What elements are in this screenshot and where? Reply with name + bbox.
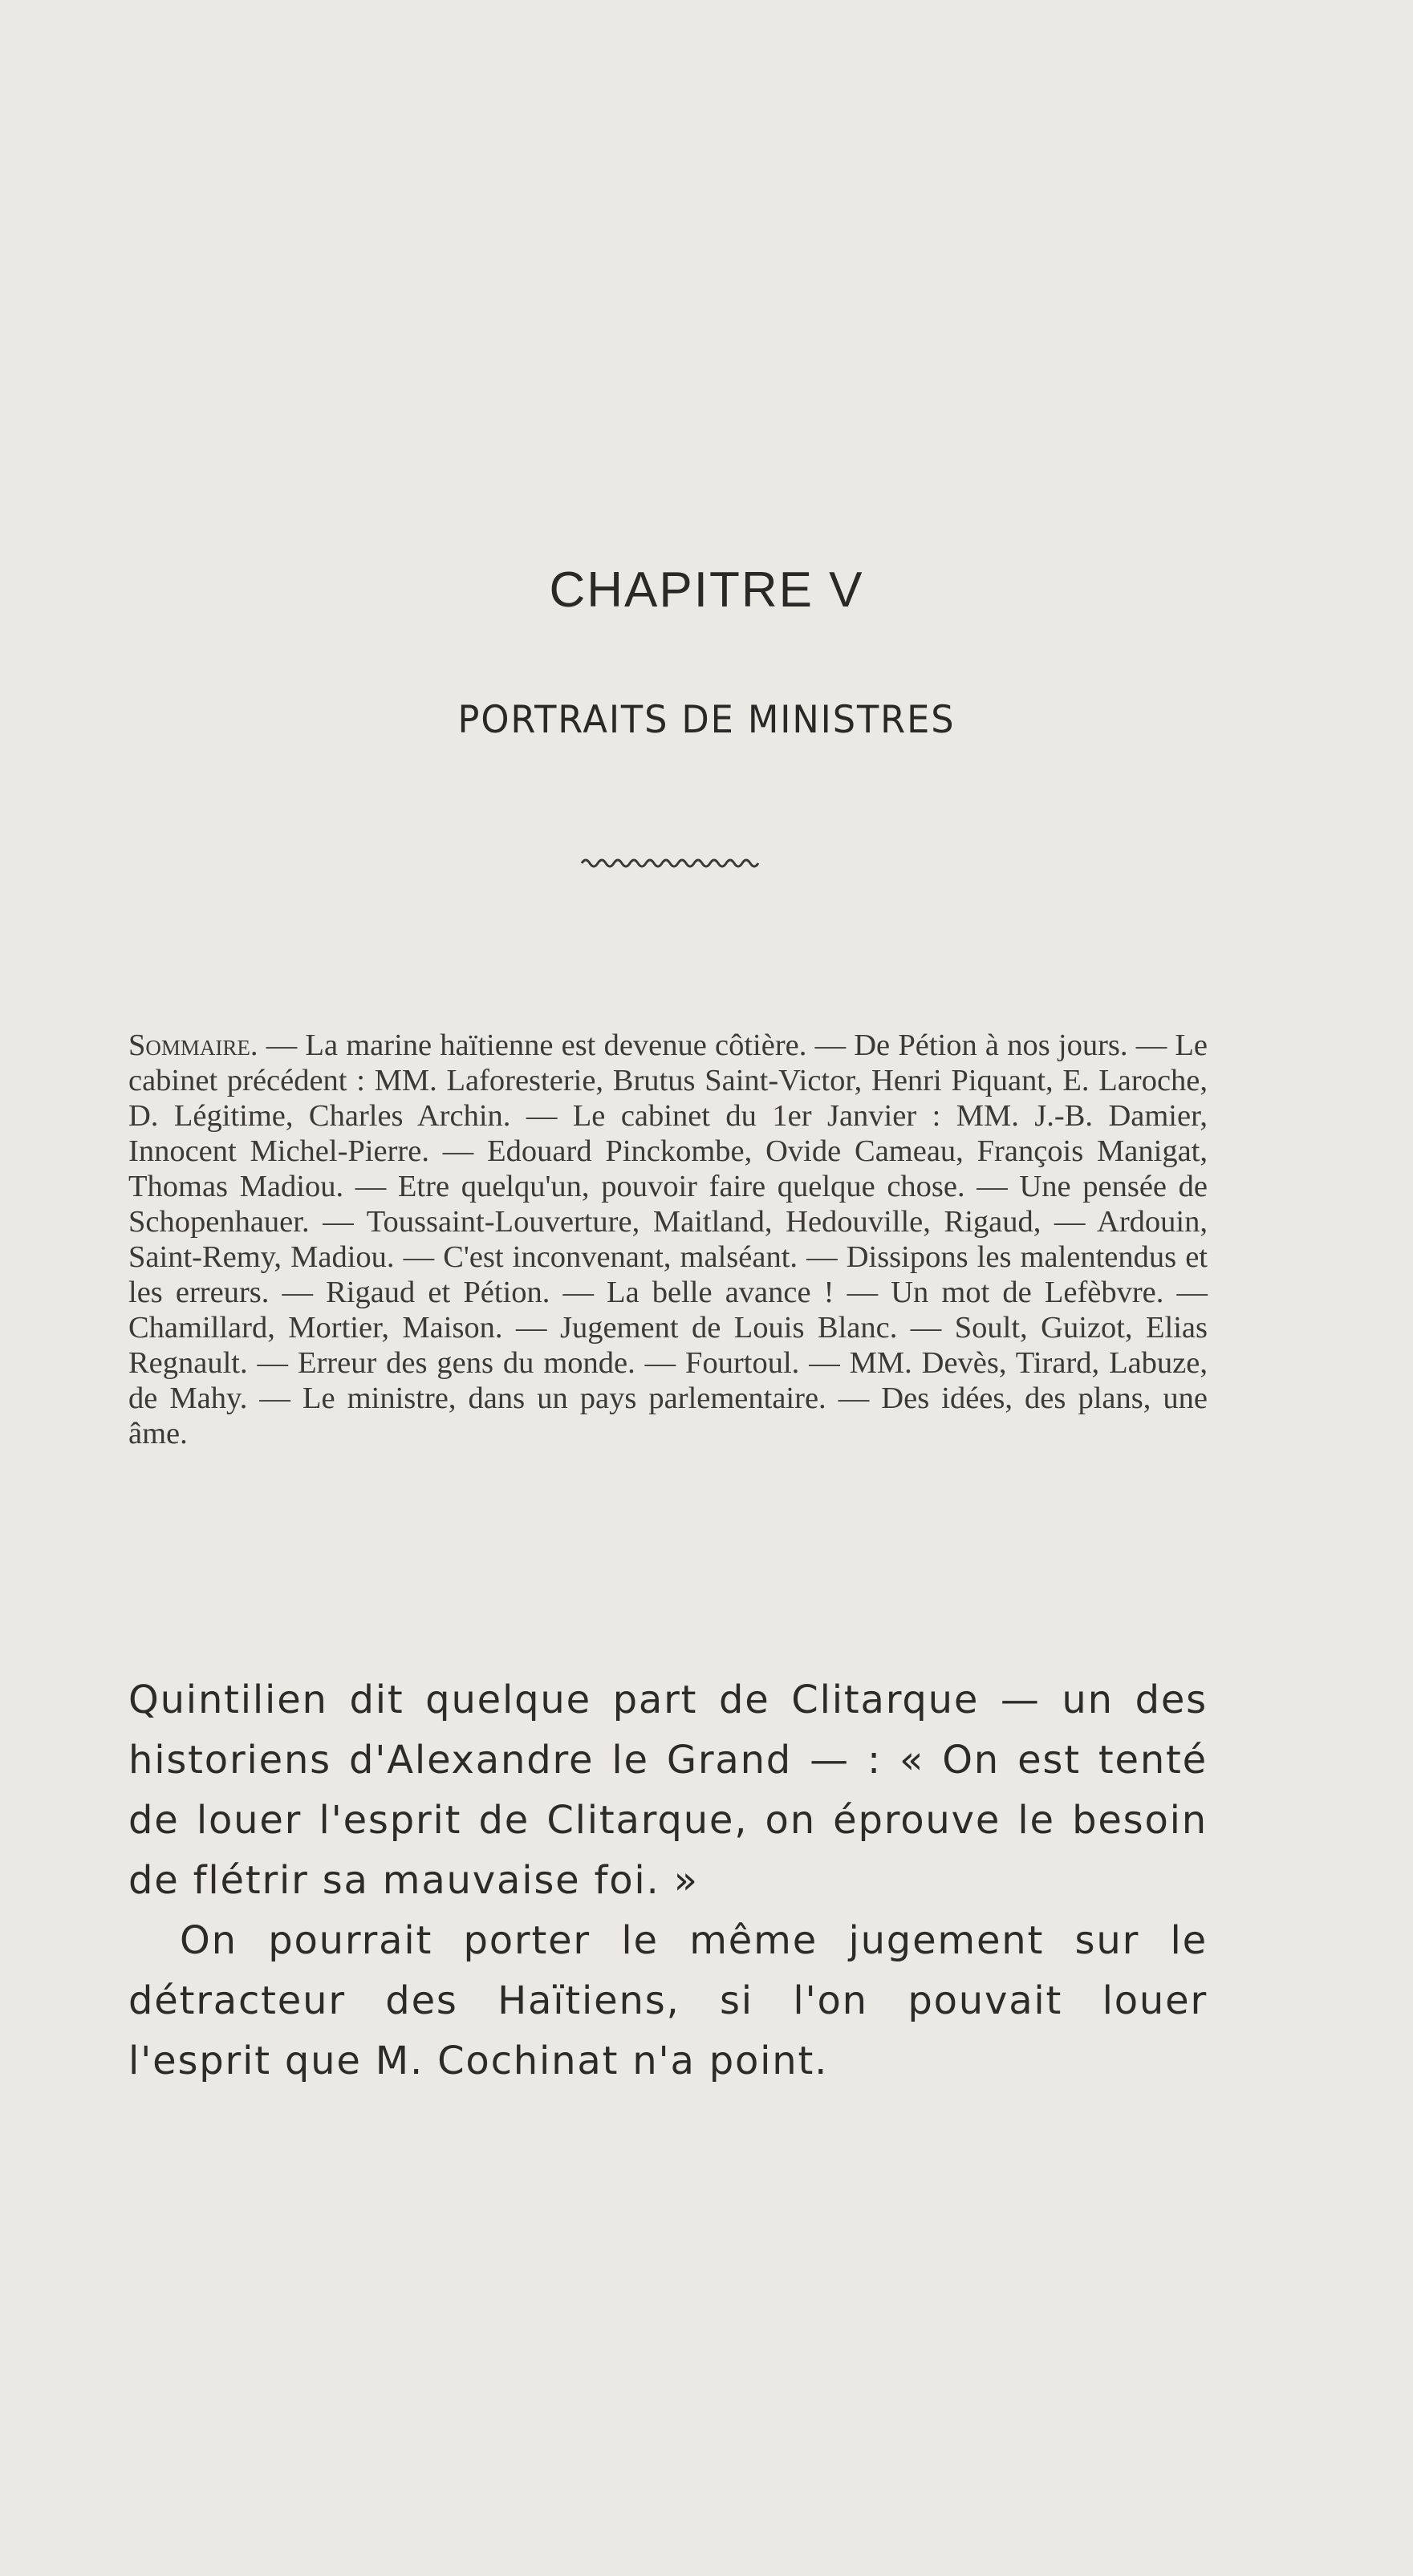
chapter-heading: CHAPITRE V (549, 562, 864, 618)
body-paragraph: On pourrait porter le même jugement sur le détracteur des Haïtiens, si l'on pouvait louer l'esprit que M. Cochinat n'a point. (128, 1918, 1208, 2083)
summary-text: — La marine haïtienne est devenue côtière. — De Pétion à nos jours. — Le cabinet précédent : MM. Laforesterie, Brutus Saint-Victor, Henri Piquant, E. Laroche, D. Légitime, Charles Archin. — Le cabinet du 1er Janvier : MM. J.-B. Damier, Innocent Michel-Pierre. — Edouard Pinckombe, Ovide Cameau, François Manigat, Thomas Madiou. — Etre quelqu'un, pouvoir faire quelque chose. — Une pensée de Schopenhauer. — Toussaint-Louverture, Maitland, Hedouville, Rigaud, — Ardouin, Saint-Remy, Madiou. — C'est inconvenant, malséant. — Dissipons les malentendus et les erreurs. — Rigaud et Pétion. — La belle avance ! — Un mot de Lefèbvre. — Chamillard, Mortier, Maison. — Jugement de Louis Blanc. — Soult, Guizot, Elias Regnault. — Erreur des gens du monde. — Fourtoul. — MM. Devès, Tirard, Labuze, de Mahy. — Le ministre, dans un pays parlementaire. — Des idées, des plans, une âme. (128, 1028, 1208, 1450)
decorative-wavy-rule-icon (580, 854, 761, 872)
body-paragraph: Quintilien dit quelque part de Clitarque — un des historiens d'Alexandre le Grand — : « On est tenté de louer l'esprit de Clitarque, on éprouve le besoin de flétrir sa mauvaise foi. » (128, 1677, 1208, 1903)
chapter-body (128, 1670, 1208, 2091)
chapter-title: PORTRAITS DE MINISTRES (457, 698, 956, 742)
summary-lead: Sommaire. (128, 1028, 258, 1062)
chapter-summary (128, 1028, 1208, 1451)
